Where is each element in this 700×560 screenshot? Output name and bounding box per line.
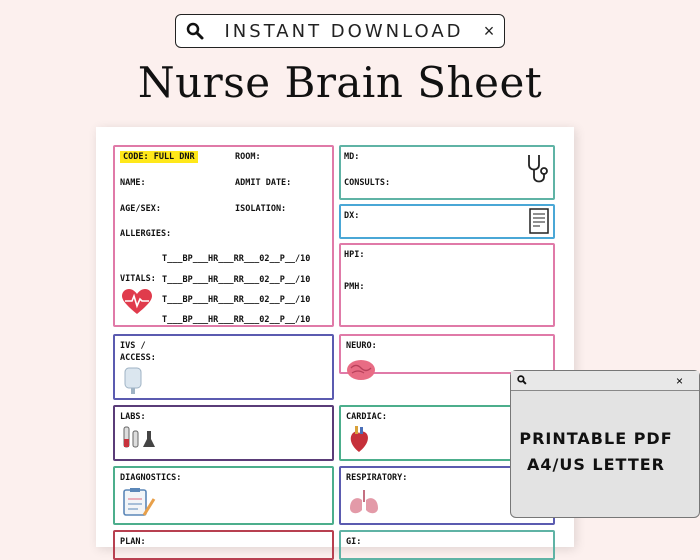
ivs-label: IVS / <box>120 341 146 351</box>
cardiac-label: CARDIAC: <box>346 412 387 422</box>
popup-line-2: A4/US LETTER <box>526 455 665 474</box>
page-title: Nurse Brain Sheet <box>137 58 543 107</box>
lab-icon <box>121 425 157 456</box>
brain-sheet <box>96 127 574 547</box>
isolation-label: ISOLATION: <box>235 204 287 214</box>
vitals-row: T___BP___HR___RR___02__P__/10 <box>162 315 311 325</box>
patient-info-box <box>113 145 334 327</box>
name-label: NAME: <box>120 178 146 188</box>
diagnostics-box <box>113 466 334 525</box>
diagnostics-label: DIAGNOSTICS: <box>120 473 182 483</box>
info-popup <box>510 370 700 518</box>
vitals-row: T___BP___HR___RR___02__P__/10 <box>162 275 311 285</box>
close-icon[interactable]: × <box>483 20 495 41</box>
md-box <box>339 145 555 200</box>
document-icon <box>529 208 549 239</box>
hpi-label: HPI: <box>344 250 365 260</box>
hpi-box <box>339 243 555 327</box>
respiratory-label: RESPIRATORY: <box>346 473 408 483</box>
vitals-row: T___BP___HR___RR___02__P__/10 <box>162 254 311 264</box>
room-label: ROOM: <box>235 152 261 162</box>
popup-titlebar[interactable] <box>511 371 699 391</box>
gi-label: GI: <box>346 537 362 547</box>
admit-date-label: ADMIT DATE: <box>235 178 292 188</box>
brain-icon <box>346 359 376 386</box>
dx-box <box>339 204 555 239</box>
labs-box <box>113 405 334 461</box>
plan-label: PLAN: <box>120 537 146 547</box>
consults-label: CONSULTS: <box>344 178 391 188</box>
popup-line-1: PRINTABLE PDF <box>519 429 673 448</box>
popup-close-icon[interactable]: × <box>675 373 683 388</box>
labs-label: LABS: <box>120 412 146 422</box>
heart-organ-icon <box>348 425 370 458</box>
clipboard-icon <box>122 487 156 522</box>
pmh-label: PMH: <box>344 282 365 292</box>
allergies-label: ALLERGIES: <box>120 229 172 239</box>
age-sex-label: AGE/SEX: <box>120 204 161 214</box>
neuro-label: NEURO: <box>346 341 377 351</box>
dx-label: DX: <box>344 211 360 221</box>
code-label: CODE: FULL DNR <box>120 152 198 162</box>
vitals-label: VITALS: <box>120 274 156 284</box>
vitals-row: T___BP___HR___RR___02__P__/10 <box>162 295 311 305</box>
iv-bag-icon <box>122 366 144 401</box>
gi-box <box>339 530 555 560</box>
plan-box <box>113 530 334 560</box>
search-text: INSTANT DOWNLOAD <box>224 20 464 42</box>
search-icon <box>517 372 527 390</box>
ivs-access-box <box>113 334 334 400</box>
lungs-icon <box>348 490 380 521</box>
heart-icon <box>122 289 152 320</box>
stethoscope-icon <box>526 153 550 190</box>
search-bar[interactable] <box>175 14 505 48</box>
md-label: MD: <box>344 152 360 162</box>
search-icon <box>176 22 214 40</box>
neuro-box <box>339 334 555 374</box>
access-label: ACCESS: <box>120 353 156 363</box>
